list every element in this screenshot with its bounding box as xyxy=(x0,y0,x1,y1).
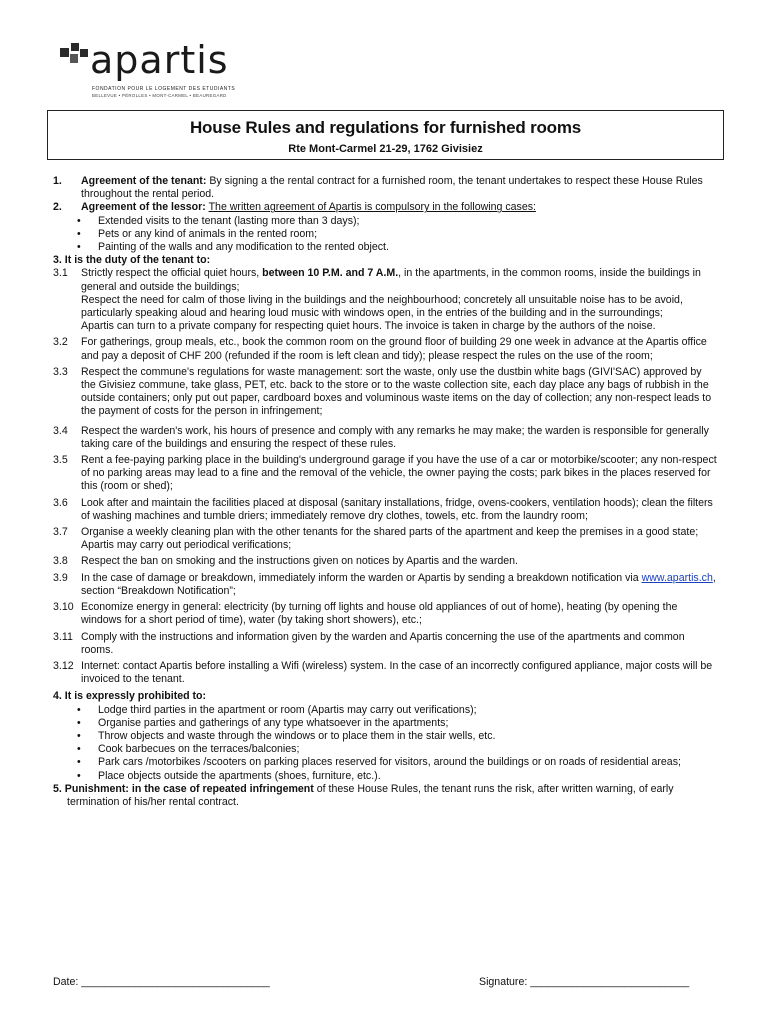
rule-text-cont: , section “Breakdown Notification”; xyxy=(81,571,716,597)
list-item: • Place objects outside the apartments (shoes, furniture, etc.). xyxy=(53,770,718,783)
rule-number: 3.10 xyxy=(53,601,74,614)
list-item: • Throw objects and waste through the windows or to place them in the stair wells, etc. xyxy=(53,730,718,743)
rule-3-2 xyxy=(53,336,718,362)
rule-text: Economize energy in general: electricity (by turning off lights and house old appliances of out of home), heating (by opening the windows for a short period of time), water (by taking short showers), etc.; xyxy=(81,601,678,627)
rule-text: Rent a fee-paying parking place in the building's underground garage if you have the use of a car or motorbike/scooter; any non-respect of no parking areas may lead to a fine and the removal of the vehicle, the owner paying the costs; park bikes in the places reserved for this (room or shed); xyxy=(81,454,717,493)
apartis-logo xyxy=(58,36,236,106)
section-text: By signing a the rental contract for a furnished room, the tenant undertakes to respect these House Rules throughout the rental period. xyxy=(81,175,703,201)
section-prohibited-heading: 4. It is expressly prohibited to: xyxy=(53,690,207,703)
page-subtitle: Rte Mont-Carmel 21-29, 1762 Givisiez xyxy=(288,143,483,155)
logo-wordmark: apartis xyxy=(90,38,229,82)
section-number: 1. xyxy=(53,175,62,187)
section-agreement-tenant xyxy=(53,175,718,201)
list-item: • Extended visits to the tenant (lasting more than 3 days); xyxy=(53,215,718,228)
section-duties-heading: 3. It is the duty of the tenant to: xyxy=(53,254,211,267)
date-field[interactable]: Date: ________________________________ xyxy=(53,976,270,988)
rule-paragraph: Respect the need for calm of those living in the buildings and the neighbourhood; concretely all unsuitable noise has to be avoid, particularly speaking aloud and hearing loud music with windows open, in the entries of the building and in the surroundings; xyxy=(81,293,683,320)
rule-3-8 xyxy=(53,555,718,568)
rule-text: Respect the warden's work, his hours of presence and comply with any remarks he may make; the warden is responsible for generally taking care of the buildings and ensuring the respect of these rules. xyxy=(81,424,709,450)
section-number: 2. xyxy=(53,201,62,214)
quiet-hours: between 10 P.M. and 7 A.M. xyxy=(262,267,399,280)
page-title: House Rules and regulations for furnished rooms xyxy=(189,118,582,137)
rule-paragraph: Apartis can turn to a private company for respecting quiet hours. The invoice is taken in charge by the authors of the noise. xyxy=(81,320,656,333)
rule-number: 3.3 xyxy=(53,365,68,378)
section-heading: Agreement of the tenant: xyxy=(81,175,207,187)
section-heading: 5. Punishment: in the case of repeated infringement xyxy=(53,782,314,795)
rule-number: 3.6 xyxy=(53,496,68,509)
list-item: • Painting of the walls and any modification to the rented object. xyxy=(53,241,718,254)
rule-number: 3.11 xyxy=(53,630,73,643)
rule-text: Comply with the instructions and information given by the warden and Apartis concerning the use of the apartments and common rooms. xyxy=(81,630,685,656)
list-item: • Lodge third parties in the apartment or room (Apartis may carry out verifications); xyxy=(53,704,718,717)
rule-3-10 xyxy=(53,601,718,627)
signature-footer xyxy=(53,976,718,990)
section-agreement-lessor xyxy=(53,201,718,214)
rule-3-4 xyxy=(53,425,718,451)
rule-text: Respect the ban on smoking and the instructions given on notices by Apartis and the warden. xyxy=(81,555,518,568)
rule-3-12 xyxy=(53,660,718,686)
rule-3-9 xyxy=(53,572,718,598)
rule-text: Internet: contact Apartis before installing a Wifi (wireless) system. In the case of an incorrectly configured appliance, major costs will be invoiced to the tenant. xyxy=(81,659,713,686)
rule-number: 3.7 xyxy=(53,526,68,539)
list-item: • Organise parties and gatherings of any type whatsoever in the apartments; xyxy=(53,717,718,730)
rule-number: 3.5 xyxy=(53,454,68,467)
rule-text: In the case of damage or breakdown, immediately inform the warden or Apartis by sending a breakdown notification via xyxy=(81,571,642,584)
logo-subtagline: BELLEVUE • PÉROLLES • MONT-CARMEL • BEAUREGARD xyxy=(92,93,227,98)
list-item: • Park cars /motorbikes /scooters on parking places reserved for visitors, around the buildings or on roads of residential areas; xyxy=(53,756,718,769)
rule-number: 3.2 xyxy=(53,336,68,349)
section-text: The written agreement of Apartis is compulsory in the following cases: xyxy=(208,201,536,214)
rule-number: 3.9 xyxy=(53,571,68,584)
rule-text: For gatherings, group meals, etc., book the common room on the ground floor of building 29 one week in advance at the Apartis office and pay a deposit of CHF 200 (refunded if the room is left clean and tidy); please respect the rules on the use of the room; xyxy=(81,336,707,362)
list-item: • Pets or any kind of animals in the rented room; xyxy=(53,228,718,241)
rule-text: Respect the commune's regulations for waste management: sort the waste, only use the dustbin white bags (GIVI'SAC) approved by the Givisiez commune, take glass, PET, etc. back to the store or to the waste collection site, each day place any bags of rubbish in the outside containers; only put out paper, cardboard boxes and voluminous waste items on the day of collection; any non-respect leads to the payment of costs for the person in infringement; xyxy=(81,365,712,418)
rule-number: 3.1 xyxy=(53,267,68,280)
rule-text: Look after and maintain the facilities placed at disposal (sanitary installations, fridge, ovens-cookers, ventilation hoods); clean the filters of washing machines and tumble driers; immediately remove dry clothes, towels, etc. from the laundry room; xyxy=(81,496,713,522)
list-item: • Cook barbecues on the terraces/balconies; xyxy=(53,743,718,756)
rule-number: 3.4 xyxy=(53,424,68,437)
rule-text-cont: , in the apartments, in the common rooms, inside the buildings in general and outside the buildings; xyxy=(81,267,701,293)
rule-number: 3.12 xyxy=(53,659,74,672)
section-punishment xyxy=(53,783,718,809)
section-text: of these House Rules, the tenant runs the risk, after written warning, of early termination of his/her rental contract. xyxy=(67,782,674,808)
rule-text: Strictly respect the official quiet hours, xyxy=(81,267,263,280)
logo-tagline: FONDATION POUR LE LOGEMENT DES ETUDIANTS xyxy=(92,86,236,92)
rule-3-6 xyxy=(53,497,718,523)
rule-text: Organise a weekly cleaning plan with the other tenants for the shared parts of the apartment and keep the premises in a good state; Apartis may carry out periodical verifications; xyxy=(81,526,699,552)
apartis-website-link[interactable]: www.apartis.ch xyxy=(641,571,713,584)
rule-3-7 xyxy=(53,526,718,552)
title-box xyxy=(47,110,724,160)
rule-number: 3.8 xyxy=(53,555,68,568)
rule-3-1 xyxy=(53,267,718,333)
section-heading: Agreement of the lessor: xyxy=(81,201,206,214)
rules-content xyxy=(53,175,718,809)
rule-3-11 xyxy=(53,631,718,657)
signature-field[interactable]: Signature: ___________________________ xyxy=(479,976,690,988)
house-cubes-icon xyxy=(58,40,92,66)
rule-3-3 xyxy=(53,366,718,419)
rule-3-5 xyxy=(53,454,718,494)
